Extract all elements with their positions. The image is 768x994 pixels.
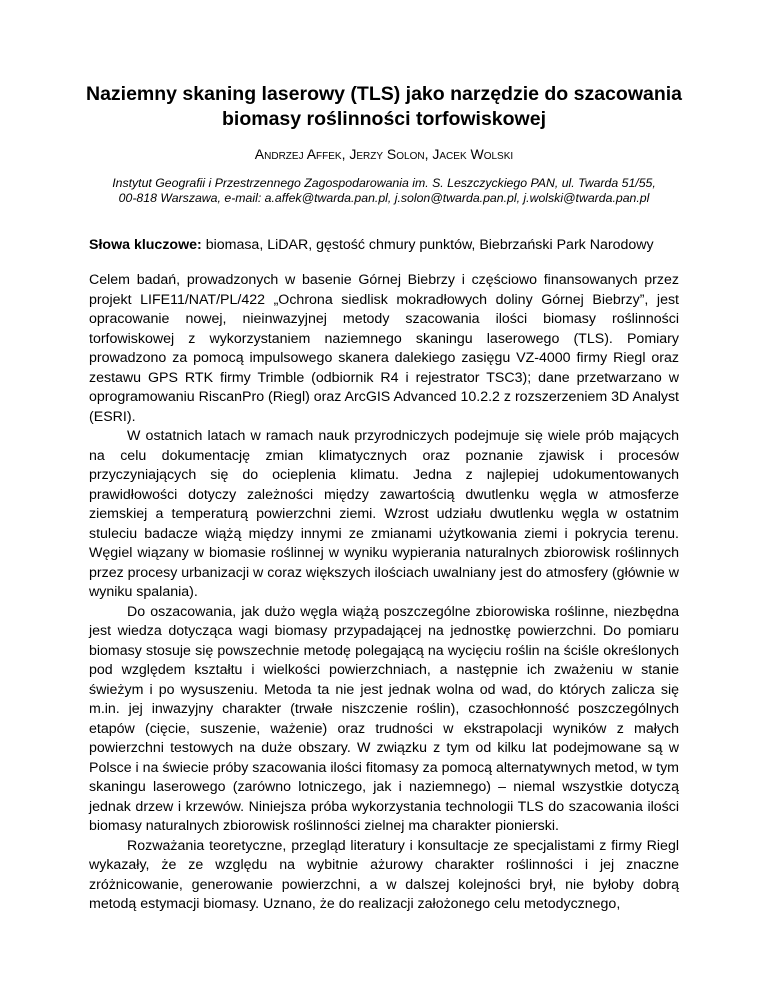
document-title: Naziemny skaning laserowy (TLS) jako narzędzie do szacowania biomasy roślinności torfowiskowej xyxy=(85,83,683,130)
keywords-label: Słowa kluczowe: xyxy=(89,237,202,253)
paragraph: Do oszacowania, jak dużo węgla wiążą poszczególne zbiorowiska roślinne, niezbędna jest wiedza dotycząca wagi biomasy przypadającej na jednostkę powierzchni. Do pomiaru biomasy stosuje się powszechnie metodę polegającą na wycięciu roślin na ściśle określonych pod względem kształtu i wielkości powierzchniach, a następnie ich zważeniu w stanie świeżym i po wysuszeniu. Metoda ta nie jest jednak wolna od wad, do których zalicza się m.in. jej inwazyjny charakter (trwałe niszczenie roślin), czasochłonność poszczególnych etapów (cięcie, suszenie, ważenie) oraz trudności w ekstrapolacji wyników z małych powierzchni testowych na duże obszary. W związku z tym od kilku lat podejmowane są w Polsce i na świecie próby szacowania ilości fitomasy za pomocą alternatywnych metod, w tym skaningu laserowego (zarówno lotniczego, jak i naziemnego) – niemal wszystkie dotyczą jednak drzew i krzewów. Niniejsza próba wykorzystania technologii TLS do szacowania ilości biomasy naturalnych zbiorowisk roślinności zielnej ma charakter pionierski. xyxy=(89,603,679,834)
keywords-text: biomasa, LiDAR, gęstość chmury punktów, Biebrzański Park Narodowy xyxy=(201,237,654,253)
paragraph: Celem badań, prowadzonych w basenie Górnej Biebrzy i częściowo finansowanych przez projekt LIFE11/NAT/PL/422 „Ochrona siedlisk mokradłowych doliny Górnej Biebrzy”, jest opracowanie nowej, nieinwazyjnej metody szacowania ilości biomasy roślinności torfowiskowej z wykorzystaniem naziemnego skaningu laserowego (TLS). Pomiary prowadzono za pomocą impulsowego skanera dalekiego zasięgu VZ-4000 firmy Riegl oraz zestawu GPS RTK firmy Trimble (odbiornik R4 i rejestrator TSC3); dane przetwarzano w oprogramowaniu RiscanPro (Riegl) oraz ArcGIS Advanced 10.2.2 z rozszerzeniem 3D Analyst (ESRI). xyxy=(89,272,679,425)
affiliation-line-2: 00-818 Warszawa, e-mail: a.affek@twarda.pan.pl, j.solon@twarda.pan.pl, j.wolski@twarda.pan.pl xyxy=(118,191,650,205)
authors: Andrzej Affek, Jerzy Solon, Jacek Wolski xyxy=(254,146,514,162)
affiliation-line-1: Instytut Geografii i Przestrzennego Zagospodarowania im. S. Leszczyckiego PAN, ul. Twarda 51/55, xyxy=(112,176,656,190)
paragraph: Rozważania teoretyczne, przegląd literatury i konsultacje ze specjalistami z firmy Riegl wykazały, że ze względu na wybitnie ażurowy charakter roślinności i jej znaczne zróżnicowanie, generowanie powierzchni, a w dalszej kolejności brył, nie byłoby dobrą metodą estymacji biomasy. Uznano, że do realizacji założonego celu metodycznego, xyxy=(89,837,679,912)
body-text xyxy=(89,271,679,915)
affiliation xyxy=(90,176,678,206)
paragraph: W ostatnich latach w ramach nauk przyrodniczych podejmuje się wiele prób mających na celu dokumentację zmian klimatycznych oraz poznanie zjawisk i procesów przyczyniających się do ocieplenia klimatu. Jedna z najlepiej udokumentowanych prawidłowości dotyczy zależności między zawartością dwutlenku węgla w atmosferze ziemskiej a temperaturą powierzchni ziemi. Wzrost udziału dwutlenku węgla w ostatnim stuleciu badacze wiążą między innymi ze zmianami użytkowania ziemi i pokrycia terenu. Węgiel wiązany w biomasie roślinnej w wyniku wypierania naturalnych zbiorowisk roślinnych przez procesy urbanizacji w coraz większych ilościach uwalniany jest do atmosfery (głównie w wyniku spalania). xyxy=(89,428,679,600)
keywords xyxy=(89,236,689,254)
